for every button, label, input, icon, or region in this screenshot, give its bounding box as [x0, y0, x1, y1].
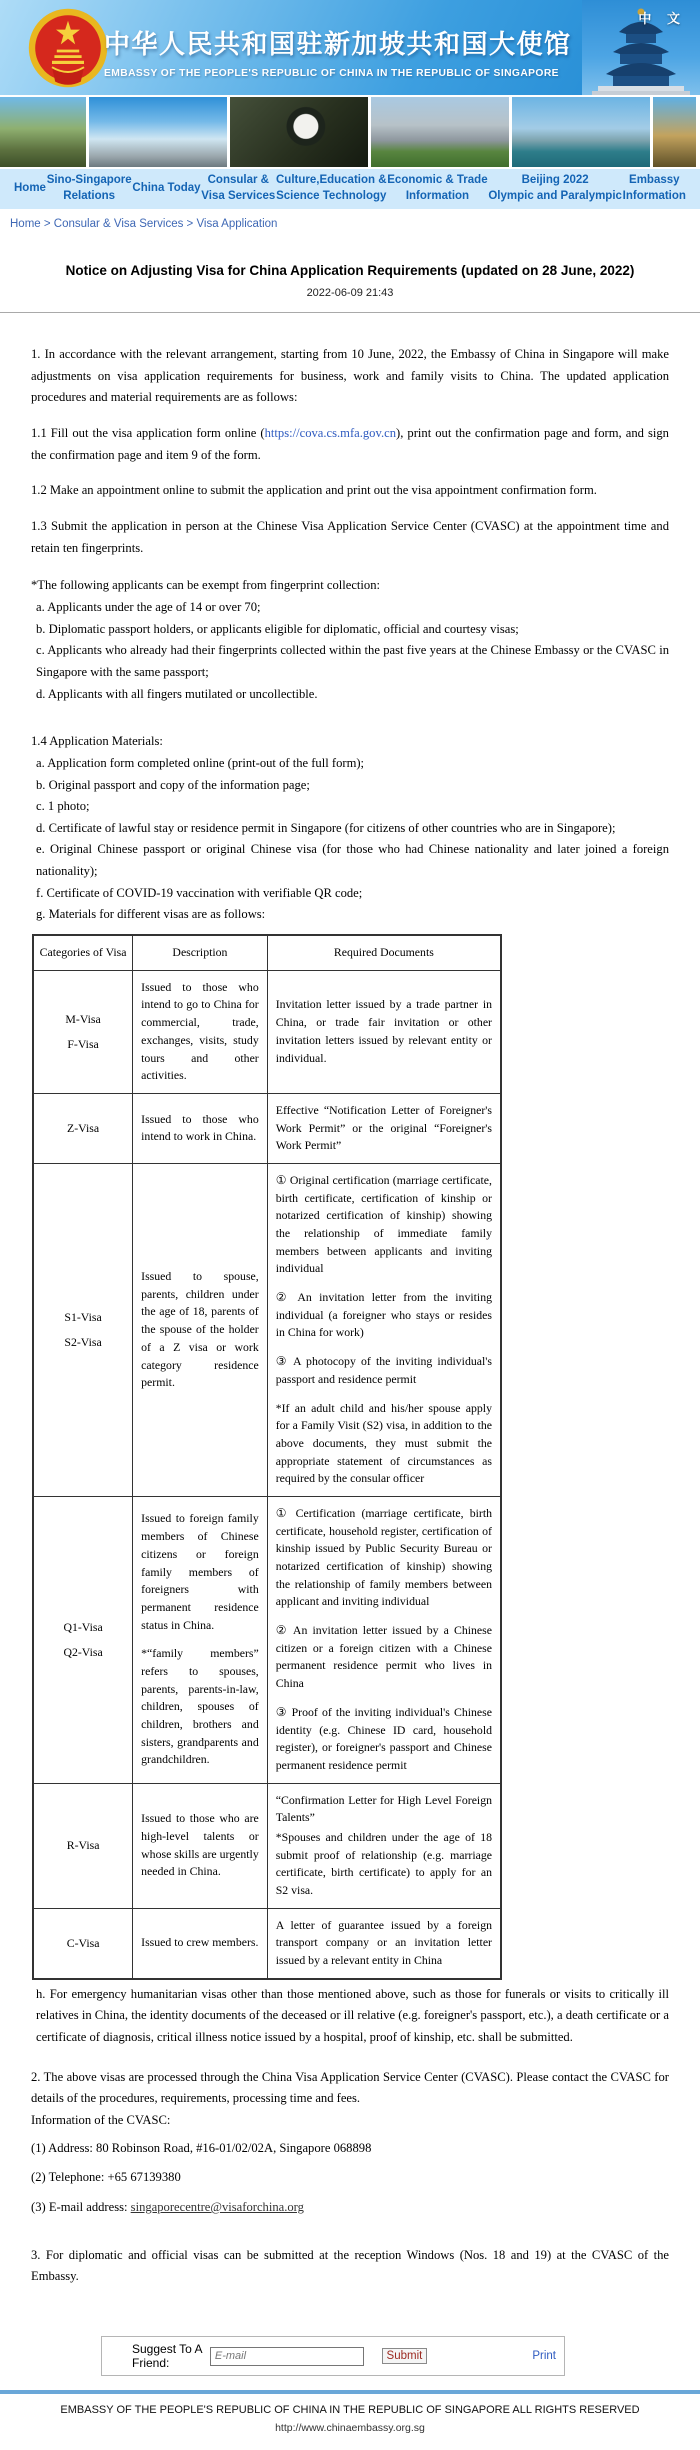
main-nav	[0, 169, 700, 209]
print-link[interactable]: Print	[532, 2350, 556, 2362]
nav-item-beijing-2022[interactable]: Beijing 2022 Olympic and Paralympic	[488, 174, 622, 202]
table-row	[33, 970, 501, 1093]
cvasc-phone: (2) Telephone: +65 67139380	[31, 2170, 181, 2185]
singapore-skyline-photo	[512, 97, 650, 167]
material-item-b: b. Original passport and copy of the information page;	[36, 777, 310, 792]
paragraph-2: 2. The above visas are processed through the China Visa Application Service Center (CVASC). Please contact the CVASC for details of the procedures, requirements, processing time and fees.	[31, 2069, 669, 2106]
panda-photo	[230, 97, 368, 167]
divider	[0, 312, 700, 313]
nav-item-embassy-information[interactable]: Embassy Information	[622, 174, 686, 202]
paragraph-1-2: 1.2 Make an appointment online to submit the application and print out the visa appointment confirmation form.	[31, 483, 597, 498]
visa-description-cell: Issued to those who are high-level talents or whose skills are urgently needed in China.	[133, 1783, 268, 1908]
material-item-e: e. Original Chinese passport or original Chinese visa (for those who had Chinese nationality and later joined a foreign nationality);	[36, 842, 669, 879]
national-emblem-icon	[28, 7, 108, 89]
cova-application-link[interactable]: https://cova.cs.mfa.gov.cn	[264, 425, 396, 440]
table-row	[33, 1783, 501, 1908]
exempt-item-c: c. Applicants who already had their fingerprints collected within the past five years at the Chinese Embassy or the CVASC in Singapore with the same passport;	[36, 643, 669, 679]
visa-description-cell: Issued to those who intend to go to China for commercial, trade, exchanges, visits, study tours and other activities.	[133, 970, 268, 1093]
visa-requirements-table	[32, 934, 502, 1980]
nav-item-china-today[interactable]: China Today	[132, 182, 201, 195]
material-item-c: c. 1 photo;	[36, 799, 90, 814]
submit-button[interactable]: Submit	[382, 2348, 428, 2364]
copyright-text: EMBASSY OF THE PEOPLE'S REPUBLIC OF CHINA IN THE REPUBLIC OF SINGAPORE ALL RIGHTS RESERVED	[60, 2404, 640, 2416]
cvasc-info-title: Information of the CVASC:	[31, 2113, 171, 2128]
embassy-title-en: EMBASSY OF THE PEOPLE'S REPUBLIC OF CHINA IN THE REPUBLIC OF SINGAPORE	[104, 68, 559, 79]
page-title: Notice on Adjusting Visa for China Application Requirements (updated on 28 June, 2022)	[65, 263, 635, 278]
suggest-email-input[interactable]	[210, 2347, 364, 2366]
visa-documents-cell: ① Original certification (marriage certificate, birth certificate, certification of kinship or notarized certification of kinship) showing the relationship of immediate family members between applicants and inviting individual ② An invitation letter from the inviting individual (a foreigner who stays or resides in China for work) ③ A photocopy of the inviting individual's passport and residence permit *If an adult child and his/her spouse apply for a Family Visit (S2) visa, in addition to the above documents, they must submit the appropriate statement of circumstances as required by the consular officer	[267, 1163, 501, 1496]
visa-description-cell: Issued to foreign family members of Chinese citizens or foreign family members of foreigners with permanent residence status in China. *“family members” refers to spouses, parents, parents-in-law, children, spouses of children, brothers and sisters, grandparents and grandchildren.	[133, 1496, 268, 1783]
paragraph-h: h. For emergency humanitarian visas other than those mentioned above, such as those for funerals or visits to critically ill relatives in China, the identity documents of the deceased or ill relative (e.g. foreigner's passport, etc.), a death certificate or a certificate of diagnosis, critical illness notice issued by a hospital, proof of kinship, etc. shall be submitted.	[36, 1986, 669, 2045]
visa-documents-cell: Effective “Notification Letter of Foreigner's Work Permit” or the original “Foreigner's Work Permit”	[267, 1093, 501, 1163]
breadcrumb-visa-application[interactable]: Visa Application	[196, 218, 278, 230]
suggest-to-friend-box	[101, 2336, 565, 2376]
col-header-description: Description	[133, 935, 268, 970]
nav-item-consular-visa-services[interactable]: Consular & Visa Services	[201, 174, 276, 202]
suggest-label: Suggest To A Friend:	[132, 2342, 202, 2370]
visa-description-cell: Issued to spouse, parents, children under the age of 18, parents of the spouse of the holder of a Z visa or work category residence permit.	[133, 1163, 268, 1496]
material-item-g: g. Materials for different visas are as follows:	[36, 907, 266, 922]
col-header-categories: Categories of Visa	[33, 935, 133, 970]
table-row	[33, 1093, 501, 1163]
table-row	[33, 1163, 501, 1496]
breadcrumb-separator: >	[40, 218, 54, 230]
paragraph-1-4: 1.4 Application Materials:	[31, 734, 163, 749]
visa-category-cell: Z-Visa	[33, 1093, 133, 1163]
visa-category-cell: Q1-Visa Q2-Visa	[33, 1496, 133, 1783]
birds-nest-stadium-photo	[371, 97, 509, 167]
breadcrumb-separator: >	[183, 218, 197, 230]
embassy-url: http://www.chinaembassy.org.sg	[275, 2422, 425, 2434]
nav-item-economic-trade[interactable]: Economic & Trade Information	[387, 174, 488, 202]
nav-item-home[interactable]: Home	[14, 182, 46, 195]
table-header-row	[33, 935, 501, 970]
visa-description-cell: Issued to those who intend to work in China.	[133, 1093, 268, 1163]
material-item-a: a. Application form completed online (print-out of the full form);	[36, 755, 365, 770]
great-wall-photo-left	[0, 97, 86, 167]
paragraph-3: 3. For diplomatic and official visas can be submitted at the reception Windows (Nos. 18 and 19) at the CVASC of the Embassy.	[31, 2247, 669, 2284]
visa-documents-cell: ① Certification (marriage certificate, birth certificate, household register, certification of kinship issued by Public Security Bureau or notarized certification of kinship) showing the relationship of family members between applicant and inviting individual ② An invitation letter issued by a Chinese citizen or a foreign citizen with a Chinese permanent residence permit who lives in China ③ Proof of the inviting individual's Chinese identity (e.g. Chinese ID card, household register), or foreigner's passport and Chinese permanent residence permit	[267, 1496, 501, 1783]
visa-documents-cell: “Confirmation Letter for High Level Foreign Talents” *Spouses and children under the age of 18 submit proof of relationship (e.g. marriage certificate, birth certificate) to apply for an S2 visa.	[267, 1783, 501, 1908]
article	[0, 263, 700, 2288]
visa-documents-cell: Invitation letter issued by a trade partner in China, or trade fair invitation or other invitation letters issued by relevant entity or individual.	[267, 970, 501, 1093]
site-footer	[0, 2394, 700, 2450]
merlion-photo	[89, 97, 227, 167]
col-header-required-documents: Required Documents	[267, 935, 501, 970]
visa-category-cell: M-Visa F-Visa	[33, 970, 133, 1093]
visa-description-cell: Issued to crew members.	[133, 1908, 268, 1979]
visa-category-cell: S1-Visa S2-Visa	[33, 1163, 133, 1496]
exempt-item-a: a. Applicants under the age of 14 or over 70;	[36, 599, 261, 614]
visa-category-cell: C-Visa	[33, 1908, 133, 1979]
paragraph-1-1: 1.1 Fill out the visa application form online (https://cova.cs.mfa.gov.cn), print out the confirmation page and form, and sign the confirmation page and item 9 of the form.	[31, 425, 669, 462]
exempt-item-d: d. Applicants with all fingers mutilated or uncollectible.	[36, 686, 318, 701]
site-header	[0, 0, 700, 95]
article-date: 2022-06-09 21:43	[306, 287, 394, 299]
great-wall-photo-right	[653, 97, 696, 167]
nav-item-culture-education[interactable]: Culture,Education & Science Technology	[276, 174, 387, 202]
breadcrumb-home[interactable]: Home	[10, 218, 41, 230]
cvasc-email-line: (3) E-mail address: singaporecentre@visaforchina.org	[31, 2200, 304, 2215]
fingerprint-exemption-intro: *The following applicants can be exempt from fingerprint collection:	[31, 578, 381, 593]
visa-documents-cell: A letter of guarantee issued by a foreign transport company or an invitation letter issued by a relevant entity in China	[267, 1908, 501, 1979]
table-row	[33, 1908, 501, 1979]
breadcrumb-consular-visa-services[interactable]: Consular & Visa Services	[53, 218, 184, 230]
nav-item-sino-singapore-relations[interactable]: Sino-Singapore Relations	[46, 174, 132, 202]
paragraph-1-3: 1.3 Submit the application in person at the Chinese Visa Application Service Center (CVASC) at the appointment time and retain ten fingerprints.	[31, 518, 669, 555]
breadcrumb	[0, 209, 700, 236]
cvasc-email-link[interactable]: singaporecentre@visaforchina.org	[130, 2200, 304, 2215]
material-item-f: f. Certificate of COVID-19 vaccination with verifiable QR code;	[36, 885, 363, 900]
language-switch-link[interactable]: 中 文	[638, 11, 686, 26]
paragraph-1: 1. In accordance with the relevant arrangement, starting from 10 June, 2022, the Embassy of China in Singapore will make adjustments on visa application requirements for business, work and family visits to China. The updated application procedures and material requirements are as follows:	[31, 347, 669, 405]
material-item-d: d. Certificate of lawful stay or residence permit in Singapore (for citizens of other countries who are in Singapore);	[36, 820, 616, 835]
photo-banner	[0, 95, 700, 169]
exempt-item-b: b. Diplomatic passport holders, or applicants eligible for diplomatic, official and courtesy visas;	[36, 621, 519, 636]
cvasc-address: (1) Address: 80 Robinson Road, #16-01/02/02A, Singapore 068898	[31, 2140, 372, 2155]
embassy-title-cn: 中华人民共和国驻新加坡共和国大使馆	[104, 29, 572, 59]
visa-category-cell: R-Visa	[33, 1783, 133, 1908]
table-row	[33, 1496, 501, 1783]
